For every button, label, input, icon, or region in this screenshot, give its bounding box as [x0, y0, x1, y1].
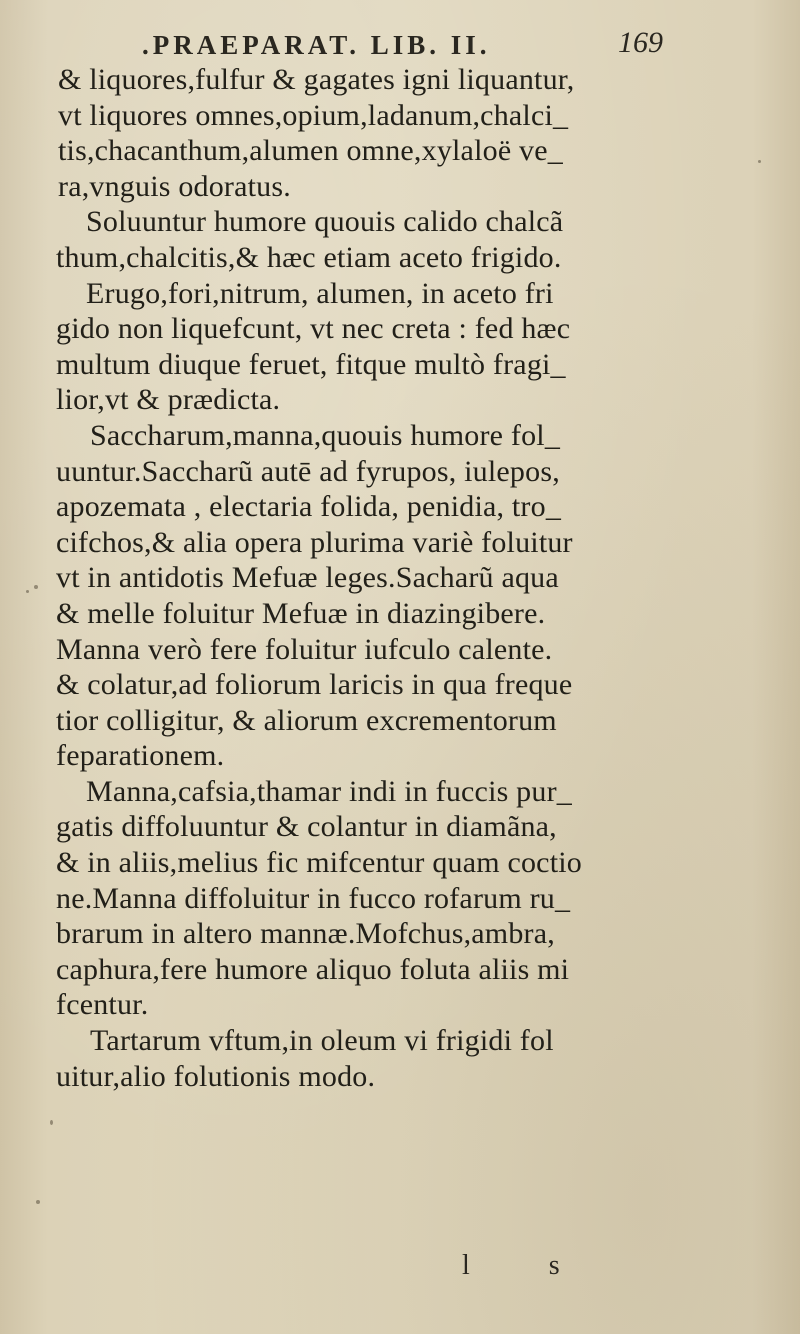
- text-line: feparationem.: [56, 739, 225, 773]
- paper-speck: [758, 160, 761, 163]
- text-line: & colatur,ad foliorum laricis in qua freque: [56, 668, 573, 702]
- text-line: lior,vt & prædicta.: [56, 383, 281, 417]
- text-line: & in aliis,melius fic mifcentur quam coctio: [56, 846, 582, 880]
- paper-speck: [36, 1200, 40, 1204]
- text-line: Soluuntur humore quouis calido chalcã: [86, 205, 564, 239]
- text-line: uitur,alio folutionis modo.: [56, 1059, 376, 1093]
- page-number: 169: [618, 26, 663, 59]
- text-line: fcentur.: [56, 988, 149, 1022]
- signature-mark: l s: [462, 1250, 596, 1281]
- text-line: ne.Manna diffoluitur in fucco rofarum ru_: [56, 881, 571, 915]
- running-head-title: .PRAEPARAT. LIB. II.: [142, 30, 491, 60]
- text-line: Manna verò fere foluitur iufculo calente.: [56, 632, 553, 666]
- text-line: thum,chalcitis,& hæc etiam aceto frigido.: [56, 240, 562, 274]
- paper-speck: [26, 590, 29, 593]
- text-line: cifchos,& alia opera plurima variè foluitur: [56, 525, 573, 559]
- body-text: [50, 62, 750, 1094]
- text-line: gatis diffoluuntur & colantur in diamãna,: [56, 810, 557, 844]
- text-line: vt in antidotis Mefuæ leges.Sacharũ aqua: [56, 561, 559, 595]
- paper-speck: [50, 1120, 53, 1125]
- text-line: multum diuque feruet, fitque multò fragi_: [56, 347, 566, 381]
- text-line: & liquores,fulfur & gagates igni liquantur,: [58, 63, 575, 96]
- text-line: uuntur.Saccharũ autē ad fyrupos, iulepos,: [56, 454, 560, 488]
- text-line: Saccharum,manna,quouis humore fol_: [90, 418, 561, 452]
- text-line: Manna,cafsia,thamar indi in fuccis pur_: [86, 774, 572, 808]
- text-line: Erugo,fori,nitrum, alumen, in aceto fri: [86, 276, 554, 310]
- text-line: tis,chacanthum,alumen omne,xylaloë ve_: [58, 134, 563, 168]
- text-line: brarum in altero mannæ.Mofchus,ambra,: [56, 917, 555, 951]
- text-line: gido non liquefcunt, vt nec creta : fed hæc: [56, 312, 571, 346]
- text-line: caphura,fere humore aliquo foluta aliis mi: [56, 952, 570, 986]
- text-line: tior colligitur, & aliorum excrementorum: [56, 703, 557, 737]
- running-head: [0, 26, 800, 66]
- text-line: vt liquores omnes,opium,ladanum,chalci_: [58, 98, 569, 132]
- text-line: & melle foluitur Mefuæ in diazingibere.: [56, 596, 546, 630]
- text-line: apozemata , electaria folida, penidia, tro_: [56, 490, 562, 524]
- text-line: Tartarum vftum,in oleum vi frigidi fol: [90, 1024, 554, 1058]
- paper-speck: [34, 585, 38, 589]
- text-line: ra,vnguis odoratus.: [58, 169, 291, 203]
